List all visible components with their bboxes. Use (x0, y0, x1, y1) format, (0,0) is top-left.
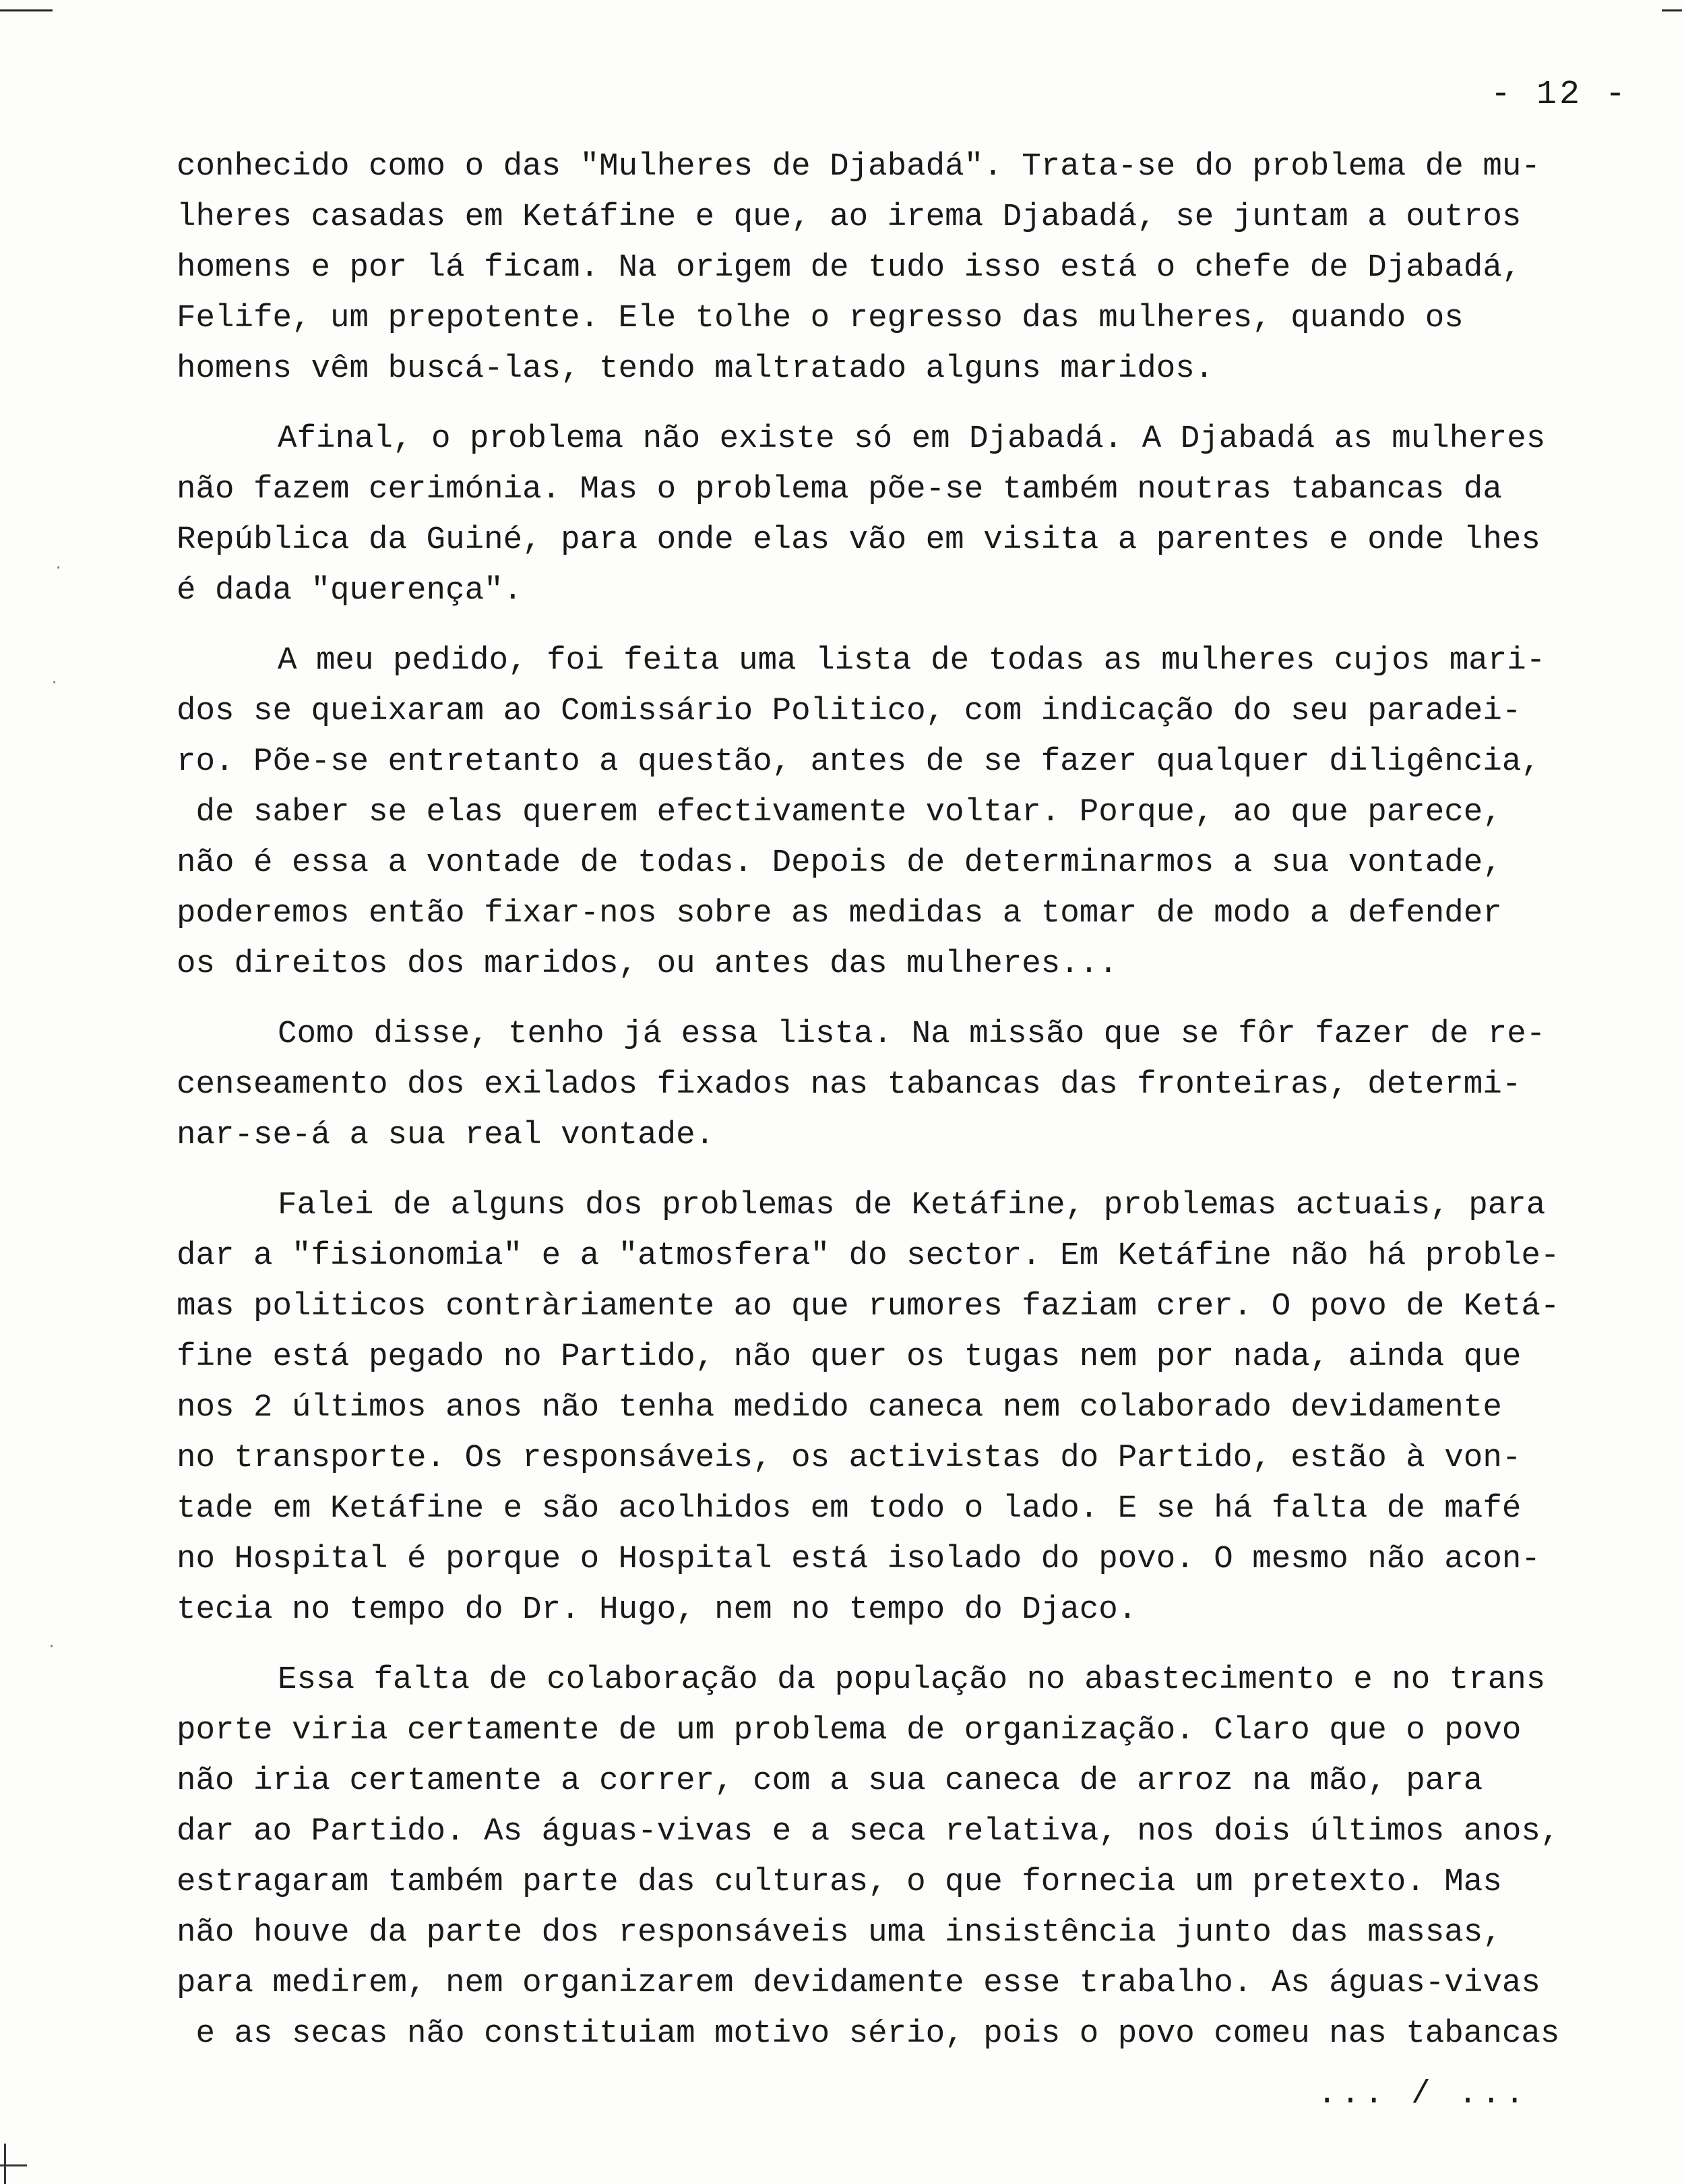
text-line: não houve da parte dos responsáveis uma insistência junto das massas, (177, 1914, 1502, 1951)
text-line: lheres casadas em Ketáfine e que, ao irema Djabadá, se juntam a outros (177, 199, 1522, 235)
top-left-rule (0, 9, 53, 11)
text-line: é dada "querença". (177, 572, 523, 609)
text-line: nar-se-á a sua real vontade. (177, 1117, 715, 1153)
text-line: Como disse, tenho já essa lista. Na missão que se fôr fazer de re- (278, 1016, 1546, 1052)
text-line: ro. Põe-se entretanto a questão, antes de se fazer qualquer diligência, (177, 744, 1540, 780)
text-line: conhecido como o das "Mulheres de Djabadá". Trata-se do problema de mu- (177, 148, 1540, 185)
text-line: Afinal, o problema não existe só em Djabadá. A Djabadá as mulheres (278, 421, 1546, 457)
text-line: os direitos dos maridos, ou antes das mulheres... (177, 946, 1118, 982)
margin-speck: · (47, 1638, 57, 1655)
text-line: homens vêm buscá-las, tendo maltratado alguns maridos. (177, 351, 1214, 387)
text-line: Falei de alguns dos problemas de Ketáfine, problemas actuais, para (278, 1187, 1546, 1223)
text-line: dos se queixaram ao Comissário Politico, com indicação do seu paradei- (177, 693, 1522, 729)
text-line: no transporte. Os responsáveis, os activistas do Partido, estão à von- (177, 1440, 1522, 1476)
text-line: tade em Ketáfine e são acolhidos em todo o lado. E se há falta de mafé (177, 1490, 1522, 1527)
text-line: A meu pedido, foi feita uma lista de todas as mulheres cujos mari- (278, 642, 1546, 679)
text-line: não fazem cerimónia. Mas o problema põe-se também noutras tabancas da (177, 471, 1502, 508)
paragraph-6 (177, 1655, 1659, 2059)
text-line: dar a "fisionomia" e a "atmosfera" do sector. Em Ketáfine não há proble- (177, 1238, 1560, 1274)
text-line: República da Guiné, para onde elas vão em visita a parentes e onde lhes (177, 522, 1540, 558)
text-line: estragaram também parte das culturas, o que fornecia um pretexto. Mas (177, 1864, 1502, 1900)
text-line: Essa falta de colaboração da população no abastecimento e no trans (278, 1662, 1546, 1698)
text-line: poderemos então fixar-nos sobre as medidas a tomar de modo a defender (177, 895, 1502, 932)
paragraph-3 (177, 636, 1659, 990)
text-line: no Hospital é porque o Hospital está isolado do povo. O mesmo não acon- (177, 1541, 1540, 1577)
text-line: fine está pegado no Partido, não quer os tugas nem por nada, ainda que (177, 1339, 1522, 1375)
text-line: não é essa a vontade de todas. Depois de determinarmos a sua vontade, (177, 845, 1502, 881)
text-line: homens e por lá ficam. Na origem de tudo isso está o chefe de Djabadá, (177, 249, 1522, 286)
text-line: porte viria certamente de um problema de organização. Claro que o povo (177, 1712, 1522, 1749)
text-line: nos 2 últimos anos não tenha medido caneca nem colaborado devidamente (177, 1389, 1502, 1426)
text-line: tecia no tempo do Dr. Hugo, nem no tempo do Djaco. (177, 1591, 1138, 1628)
text-line: de saber se elas querem efectivamente voltar. Porque, ao que parece, (177, 794, 1502, 830)
text-line: para medirem, nem organizarem devidamente esse trabalho. As águas-vivas (177, 1965, 1540, 2001)
text-line: dar ao Partido. As águas-vivas e a seca relativa, nos dois últimos anos, (177, 1813, 1560, 1850)
bottom-left-vertical-rule (4, 2144, 6, 2184)
text-line: e as secas não constituiam motivo sério, pois o povo comeu nas tabancas (177, 2015, 1560, 2052)
margin-speck: · (54, 559, 63, 576)
top-right-rule (1662, 9, 1682, 11)
continuation-mark: ... / ... (1317, 2076, 1528, 2113)
text-line: censeamento dos exilados fixados nas tabancas das fronteiras, determi- (177, 1066, 1522, 1103)
paragraph-5 (177, 1180, 1659, 1635)
page-number: - 12 - (1490, 75, 1628, 114)
paragraph-1 (177, 142, 1659, 394)
paragraph-2 (177, 414, 1659, 616)
paragraph-4 (177, 1009, 1659, 1161)
text-line: Felife, um prepotente. Ele tolhe o regresso das mulheres, quando os (177, 300, 1464, 336)
text-line: mas politicos contràriamente ao que rumores faziam crer. O povo de Ketá- (177, 1288, 1560, 1325)
margin-speck: · (50, 674, 59, 691)
document-body (177, 142, 1659, 2079)
text-line: não iria certamente a correr, com a sua caneca de arroz na mão, para (177, 1763, 1483, 1799)
